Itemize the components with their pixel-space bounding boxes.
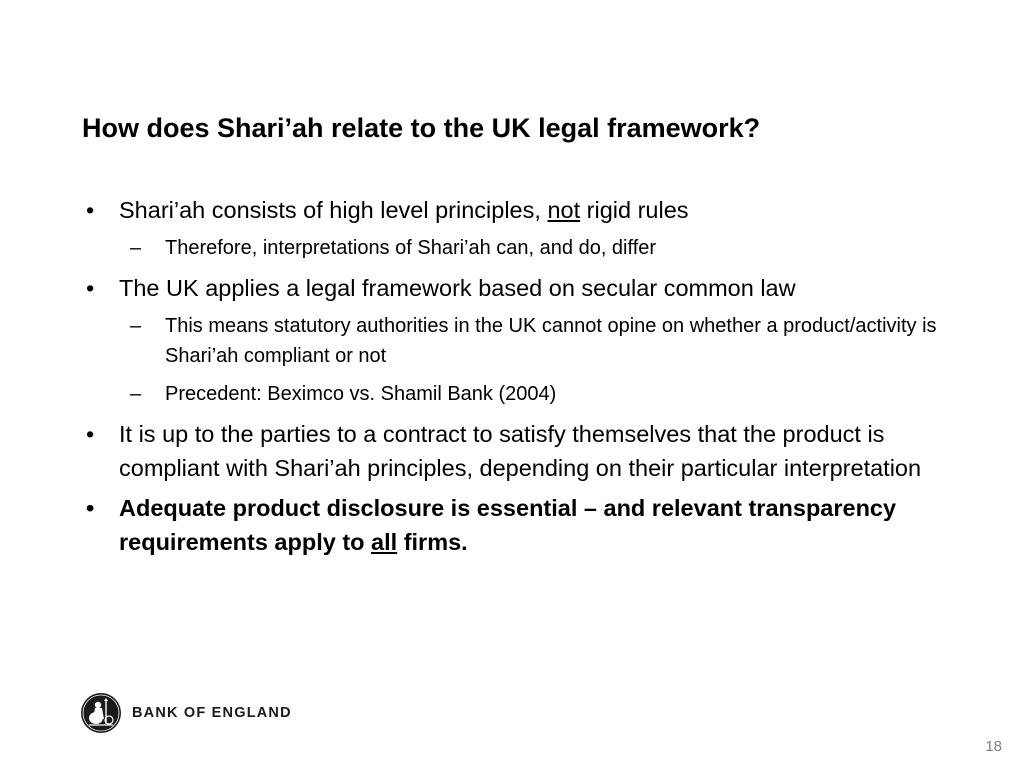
logo-text: BANK OF ENGLAND [132,705,292,721]
sub-bullet-item [82,233,952,263]
bullet-item [82,417,952,485]
bullet-item-emphasis [82,491,952,559]
sub-bullet-marker: – [130,237,142,259]
page-number: 18 [985,738,1002,755]
sub-bullet-text: Therefore, interpretations of Shari’ah can, and do, differ [165,237,657,259]
bullet-marker: • [86,197,95,223]
bullet-marker: • [86,495,95,521]
sub-bullet-text: Precedent: Beximco vs. Shamil Bank (2004) [165,383,557,405]
slide-title: How does Shari’ah relate to the UK legal framework? [82,113,761,143]
underlined-word: not [547,197,581,223]
sub-bullet-item [82,379,952,409]
sub-bullet-marker: – [130,315,142,337]
bank-of-england-logo [80,692,292,734]
bullet-item [82,271,952,305]
bullet-text: rigid rules [580,197,689,223]
bullet-marker: • [86,421,95,447]
bullet-text: Adequate product disclosure is essential – and relevant transparency requirements apply to [119,495,897,555]
sub-bullet-item [82,311,952,371]
sub-bullet-marker: – [130,383,142,405]
bullet-text: The UK applies a legal framework based on secular common law [119,275,796,301]
bullet-text: Shari’ah consists of high level principles, [119,197,548,223]
bullet-item [82,193,952,227]
britannia-seal-icon [80,692,122,734]
bullet-list [82,193,952,565]
bullet-marker: • [86,275,95,301]
bullet-text: firms. [397,529,468,555]
underlined-word: all [371,529,398,555]
sub-bullet-text: This means statutory authorities in the UK cannot opine on whether a product/activity is Shari’ah compliant or not [165,315,937,367]
bullet-text: It is up to the parties to a contract to satisfy themselves that the product is compliant with Shari’ah principles, depending on their particular interpretation [119,421,922,481]
